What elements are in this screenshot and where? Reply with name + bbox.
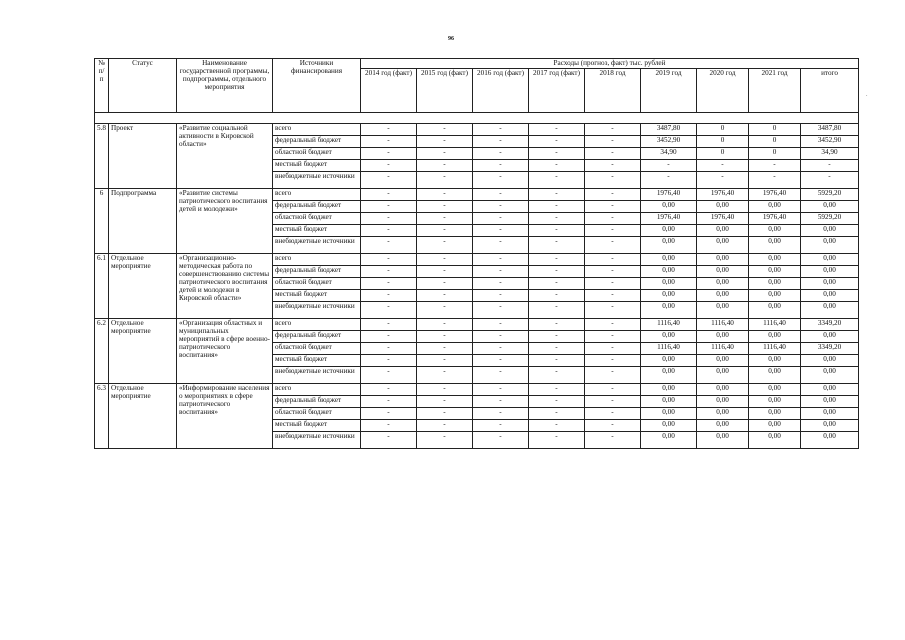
year-value: 0 — [697, 124, 749, 136]
year-value: 0,00 — [697, 278, 749, 290]
year-value: 1976,40 — [697, 189, 749, 201]
total-value: 0,00 — [801, 237, 859, 254]
year-value: 0,00 — [697, 254, 749, 266]
year-value: 0,00 — [697, 432, 749, 449]
year-value: - — [641, 160, 697, 172]
year-value: - — [417, 213, 473, 225]
funding-source: местный бюджет — [273, 225, 361, 237]
year-value: - — [529, 225, 585, 237]
year-value: - — [473, 254, 529, 266]
year-value: - — [473, 408, 529, 420]
total-value: 0,00 — [801, 254, 859, 266]
table-row — [95, 384, 859, 396]
year-value: 0,00 — [641, 432, 697, 449]
header-year: 2015 год (факт) — [417, 69, 473, 113]
year-value: - — [361, 254, 417, 266]
year-value: - — [529, 189, 585, 201]
header-year: 2014 год (факт) — [361, 69, 417, 113]
year-value: - — [529, 420, 585, 432]
year-value: - — [361, 290, 417, 302]
year-value: - — [361, 420, 417, 432]
year-value: - — [529, 319, 585, 331]
year-value: - — [417, 278, 473, 290]
header-num: № п/п — [95, 59, 109, 113]
year-value: - — [585, 254, 641, 266]
funding-source: всего — [273, 189, 361, 201]
funding-source: местный бюджет — [273, 355, 361, 367]
year-value: - — [585, 160, 641, 172]
year-value: - — [361, 432, 417, 449]
header-expenses: Расходы (прогноз, факт) тыс. рублей — [361, 59, 859, 69]
total-value: 0,00 — [801, 331, 859, 343]
year-value: - — [585, 237, 641, 254]
year-value: - — [361, 136, 417, 148]
year-value: 0,00 — [749, 384, 801, 396]
total-value: 34,90 — [801, 148, 859, 160]
section-code: 6.2 — [95, 319, 109, 384]
total-value: 0,00 — [801, 302, 859, 319]
year-value: - — [473, 302, 529, 319]
year-value: 0,00 — [697, 331, 749, 343]
total-value: 0,00 — [801, 396, 859, 408]
year-value: - — [473, 172, 529, 189]
year-value: 0,00 — [641, 420, 697, 432]
header-sources: Источники финансирования — [273, 59, 361, 113]
year-value: - — [361, 201, 417, 213]
year-value: - — [749, 160, 801, 172]
total-value: 0,00 — [801, 355, 859, 367]
table-row — [95, 319, 859, 331]
year-value: - — [473, 266, 529, 278]
year-value: - — [417, 160, 473, 172]
funding-source: внебюджетные источники — [273, 172, 361, 189]
header-year: 2020 год — [697, 69, 749, 113]
header-total: итого — [801, 69, 859, 113]
table-row — [95, 124, 859, 136]
funding-source: областной бюджет — [273, 148, 361, 160]
total-value: - — [801, 172, 859, 189]
year-value: - — [473, 343, 529, 355]
year-value: - — [585, 148, 641, 160]
year-value: - — [417, 266, 473, 278]
year-value: - — [529, 355, 585, 367]
year-value: - — [361, 319, 417, 331]
year-value: - — [361, 189, 417, 201]
section-code: 6.1 — [95, 254, 109, 319]
year-value: - — [361, 302, 417, 319]
funding-source: всего — [273, 124, 361, 136]
total-value: 0,00 — [801, 201, 859, 213]
year-value: 0,00 — [641, 408, 697, 420]
section-status: Отдельное мероприятие — [109, 254, 177, 319]
section-status: Проект — [109, 124, 177, 189]
year-value: 0,00 — [641, 331, 697, 343]
year-value: - — [473, 225, 529, 237]
year-value: - — [529, 396, 585, 408]
year-value: 0,00 — [749, 331, 801, 343]
year-value: - — [417, 172, 473, 189]
total-value: 3349,20 — [801, 343, 859, 355]
year-value: - — [417, 237, 473, 254]
year-value: - — [361, 408, 417, 420]
funding-source: внебюджетные источники — [273, 367, 361, 384]
year-value: - — [417, 148, 473, 160]
year-value: 0,00 — [641, 225, 697, 237]
total-value: 0,00 — [801, 384, 859, 396]
year-value: - — [529, 367, 585, 384]
year-value: - — [473, 290, 529, 302]
year-value: 0,00 — [749, 237, 801, 254]
year-value: 0,00 — [749, 225, 801, 237]
year-value: - — [641, 172, 697, 189]
year-value: 34,90 — [641, 148, 697, 160]
year-value: - — [361, 396, 417, 408]
total-value: 0,00 — [801, 408, 859, 420]
year-value: - — [361, 367, 417, 384]
year-value: - — [585, 290, 641, 302]
year-value: - — [473, 201, 529, 213]
year-value: 3452,90 — [641, 136, 697, 148]
year-value: 0,00 — [697, 290, 749, 302]
section-name: «Развитие системы патриотического воспитания детей и молодежи» — [177, 189, 273, 254]
year-value: - — [417, 355, 473, 367]
section-status: Подпрограмма — [109, 189, 177, 254]
funding-source: внебюджетные источники — [273, 432, 361, 449]
year-value: - — [529, 266, 585, 278]
year-value: - — [473, 124, 529, 136]
total-value: 0,00 — [801, 290, 859, 302]
total-value: 0,00 — [801, 432, 859, 449]
year-value: - — [529, 254, 585, 266]
funding-source: федеральный бюджет — [273, 396, 361, 408]
year-value: - — [473, 355, 529, 367]
funding-source: федеральный бюджет — [273, 201, 361, 213]
year-value: - — [529, 432, 585, 449]
year-value: 0,00 — [641, 396, 697, 408]
table-row — [95, 254, 859, 266]
year-value: - — [585, 213, 641, 225]
year-value: - — [361, 331, 417, 343]
funding-source: областной бюджет — [273, 408, 361, 420]
year-value: - — [417, 290, 473, 302]
year-value: - — [417, 136, 473, 148]
year-value: - — [361, 384, 417, 396]
funding-source: местный бюджет — [273, 420, 361, 432]
section-name: «Организационно-методическая работа по совершенствованию системы патриотического воспитания детей и молодежи в Кировской области» — [177, 254, 273, 319]
year-value: 0,00 — [641, 384, 697, 396]
year-value: 0,00 — [697, 367, 749, 384]
year-value: - — [585, 432, 641, 449]
year-value: 0 — [749, 124, 801, 136]
total-value: 3349,20 — [801, 319, 859, 331]
year-value: - — [585, 420, 641, 432]
year-value: - — [417, 420, 473, 432]
year-value: 0 — [749, 148, 801, 160]
year-value: - — [473, 331, 529, 343]
year-value: 0,00 — [697, 237, 749, 254]
year-value: - — [585, 201, 641, 213]
year-value: - — [585, 408, 641, 420]
year-value: - — [585, 396, 641, 408]
year-value: 0,00 — [697, 384, 749, 396]
funding-source: областной бюджет — [273, 278, 361, 290]
year-value: 1116,40 — [749, 343, 801, 355]
header-year: 2021 год — [749, 69, 801, 113]
year-value: - — [361, 148, 417, 160]
year-value: 0,00 — [641, 254, 697, 266]
year-value: - — [529, 290, 585, 302]
year-value: 0,00 — [749, 201, 801, 213]
year-value: 1976,40 — [749, 213, 801, 225]
page-number: 96 — [448, 36, 454, 42]
section-code: 6 — [95, 189, 109, 254]
year-value: 3487,80 — [641, 124, 697, 136]
year-value: - — [473, 367, 529, 384]
year-value: - — [585, 278, 641, 290]
year-value: 0,00 — [641, 302, 697, 319]
year-value: - — [361, 124, 417, 136]
year-value: - — [529, 201, 585, 213]
year-value: 0,00 — [641, 367, 697, 384]
year-value: - — [585, 124, 641, 136]
funding-source: внебюджетные источники — [273, 302, 361, 319]
year-value: - — [529, 278, 585, 290]
funding-source: областной бюджет — [273, 213, 361, 225]
total-value: 5929,20 — [801, 189, 859, 201]
year-value: 0 — [749, 136, 801, 148]
total-value: 0,00 — [801, 225, 859, 237]
year-value: 0,00 — [641, 237, 697, 254]
year-value: 0 — [697, 148, 749, 160]
section-code: 6.3 — [95, 384, 109, 449]
year-value: - — [473, 237, 529, 254]
year-value: - — [529, 124, 585, 136]
year-value: - — [417, 396, 473, 408]
year-value: - — [361, 213, 417, 225]
year-value: - — [529, 408, 585, 420]
year-value: 1116,40 — [697, 343, 749, 355]
section-code: 5.8 — [95, 124, 109, 189]
year-value: - — [585, 343, 641, 355]
year-value: - — [697, 172, 749, 189]
funding-source: федеральный бюджет — [273, 266, 361, 278]
header-year: 2017 год (факт) — [529, 69, 585, 113]
year-value: 1116,40 — [697, 319, 749, 331]
year-value: 0,00 — [697, 201, 749, 213]
total-value: 3452,90 — [801, 136, 859, 148]
year-value: - — [417, 343, 473, 355]
funding-source: федеральный бюджет — [273, 331, 361, 343]
year-value: - — [473, 319, 529, 331]
year-value: 1976,40 — [749, 189, 801, 201]
year-value: - — [361, 172, 417, 189]
funding-source: внебюджетные источники — [273, 237, 361, 254]
year-value: 0,00 — [749, 396, 801, 408]
year-value: - — [417, 331, 473, 343]
funding-source: местный бюджет — [273, 160, 361, 172]
year-value: - — [361, 225, 417, 237]
year-value: - — [417, 408, 473, 420]
funding-source: всего — [273, 319, 361, 331]
year-value: - — [473, 396, 529, 408]
section-name: «Информирование населения о мероприятиях в сфере патриотического воспитания» — [177, 384, 273, 449]
total-value: - — [801, 160, 859, 172]
total-value: 5929,20 — [801, 213, 859, 225]
year-value: 0,00 — [749, 432, 801, 449]
spacer-row — [95, 113, 859, 124]
year-value: - — [473, 432, 529, 449]
year-value: - — [473, 136, 529, 148]
section-name: «Развитие социальной активности в Кировской области» — [177, 124, 273, 189]
year-value: - — [529, 384, 585, 396]
year-value: - — [529, 213, 585, 225]
year-value: 1976,40 — [697, 213, 749, 225]
year-value: 0,00 — [749, 266, 801, 278]
year-value: 1116,40 — [641, 319, 697, 331]
year-value: - — [417, 225, 473, 237]
year-value: 0,00 — [697, 396, 749, 408]
table-body — [95, 124, 859, 449]
year-value: - — [417, 384, 473, 396]
year-value: - — [585, 384, 641, 396]
year-value: - — [529, 343, 585, 355]
year-value: - — [361, 266, 417, 278]
year-value: 0,00 — [641, 201, 697, 213]
year-value: - — [529, 237, 585, 254]
year-value: - — [585, 331, 641, 343]
year-value: - — [473, 189, 529, 201]
year-value: - — [697, 160, 749, 172]
year-value: 0,00 — [697, 408, 749, 420]
year-value: - — [585, 172, 641, 189]
year-value: - — [361, 160, 417, 172]
year-value: - — [585, 266, 641, 278]
total-value: 0,00 — [801, 367, 859, 384]
total-value: 0,00 — [801, 278, 859, 290]
year-value: 0,00 — [697, 266, 749, 278]
year-value: - — [585, 319, 641, 331]
year-value: - — [585, 355, 641, 367]
year-value: - — [529, 302, 585, 319]
year-value: - — [529, 160, 585, 172]
header-year: 2018 год — [585, 69, 641, 113]
year-value: - — [417, 124, 473, 136]
year-value: 1116,40 — [749, 319, 801, 331]
year-value: - — [529, 172, 585, 189]
year-value: 0,00 — [697, 355, 749, 367]
year-value: - — [585, 225, 641, 237]
year-value: - — [361, 237, 417, 254]
year-value: - — [417, 189, 473, 201]
year-value: 0,00 — [749, 420, 801, 432]
year-value: - — [529, 136, 585, 148]
year-value: - — [473, 420, 529, 432]
year-value: 0 — [697, 136, 749, 148]
year-value: 0,00 — [749, 278, 801, 290]
section-status: Отдельное мероприятие — [109, 384, 177, 449]
year-value: 0,00 — [749, 367, 801, 384]
year-value: 0,00 — [749, 254, 801, 266]
year-value: - — [473, 160, 529, 172]
year-value: 0,00 — [749, 355, 801, 367]
year-value: - — [585, 367, 641, 384]
year-value: 0,00 — [641, 355, 697, 367]
year-value: 0,00 — [749, 408, 801, 420]
year-value: - — [417, 367, 473, 384]
year-value: 0,00 — [749, 290, 801, 302]
year-value: - — [361, 278, 417, 290]
scan-mark: . — [866, 92, 868, 98]
budget-table — [94, 58, 859, 449]
year-value: - — [473, 148, 529, 160]
funding-source: всего — [273, 384, 361, 396]
year-value: 0,00 — [641, 266, 697, 278]
year-value: 0,00 — [641, 278, 697, 290]
funding-source: местный бюджет — [273, 290, 361, 302]
year-value: - — [417, 432, 473, 449]
year-value: - — [529, 148, 585, 160]
funding-source: федеральный бюджет — [273, 136, 361, 148]
table-row — [95, 189, 859, 201]
funding-source: всего — [273, 254, 361, 266]
year-value: - — [585, 189, 641, 201]
year-value: - — [749, 172, 801, 189]
year-value: - — [417, 302, 473, 319]
section-status: Отдельное мероприятие — [109, 319, 177, 384]
section-name: «Организация областных и муниципальных мероприятий в сфере военно-патриотического воспитания» — [177, 319, 273, 384]
year-value: 0,00 — [749, 302, 801, 319]
funding-source: областной бюджет — [273, 343, 361, 355]
total-value: 0,00 — [801, 420, 859, 432]
year-value: - — [361, 355, 417, 367]
header-status: Статус — [109, 59, 177, 113]
year-value: - — [417, 201, 473, 213]
year-value: - — [585, 136, 641, 148]
year-value: - — [473, 384, 529, 396]
year-value: 0,00 — [697, 420, 749, 432]
year-value: - — [417, 319, 473, 331]
total-value: 3487,80 — [801, 124, 859, 136]
year-value: 1976,40 — [641, 213, 697, 225]
year-value: 0,00 — [697, 302, 749, 319]
year-value: - — [585, 302, 641, 319]
header-year: 2016 год (факт) — [473, 69, 529, 113]
year-value: 0,00 — [641, 290, 697, 302]
total-value: 0,00 — [801, 266, 859, 278]
year-value: 1116,40 — [641, 343, 697, 355]
year-value: - — [529, 331, 585, 343]
year-value: - — [473, 278, 529, 290]
year-value: - — [473, 213, 529, 225]
year-value: 1976,40 — [641, 189, 697, 201]
year-value: - — [361, 343, 417, 355]
year-value: 0,00 — [697, 225, 749, 237]
year-value: - — [417, 254, 473, 266]
header-name: Наименование государственной программы, подпрограммы, отдельного мероприятия — [177, 59, 273, 113]
header-year: 2019 год — [641, 69, 697, 113]
